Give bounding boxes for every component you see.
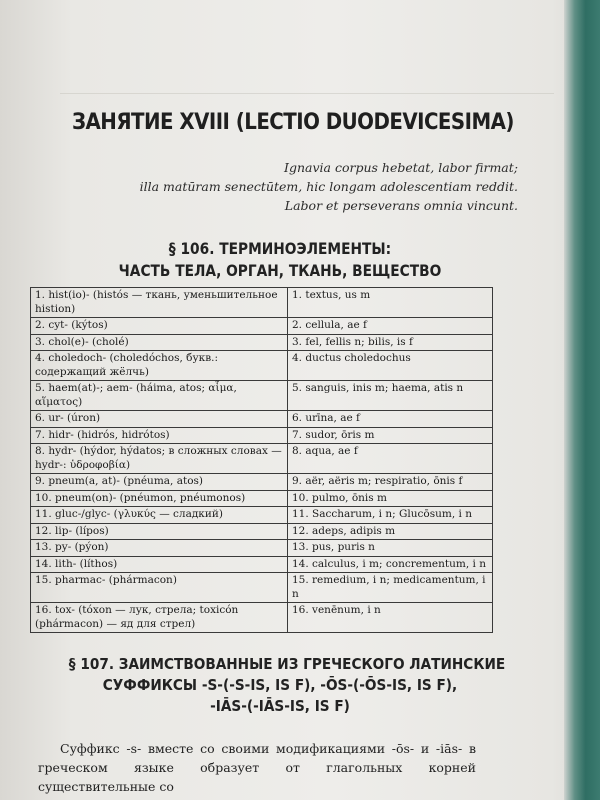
latin-term-cell: 15. remedium, i n; medicamentum, i n bbox=[288, 573, 493, 603]
table-row bbox=[31, 411, 493, 428]
latin-term-cell: 9. aër, aëris m; respiratio, ōnis f bbox=[288, 474, 493, 491]
table-row bbox=[31, 540, 493, 557]
greek-term-cell: 13. py- (pýon) bbox=[31, 540, 288, 557]
table-row bbox=[31, 351, 493, 381]
epigraph-line: Labor et perseverans omnia vincunt. bbox=[284, 198, 518, 213]
table-row bbox=[31, 474, 493, 491]
greek-term-cell: 2. cyt- (kýtos) bbox=[31, 318, 288, 335]
table-row bbox=[31, 490, 493, 507]
greek-term-cell: 6. ur- (úron) bbox=[31, 411, 288, 428]
chapter-title: ЗАНЯТИЕ XVIII (LECTIO DUODEVICESIMA) bbox=[72, 110, 514, 135]
body-paragraph: Суффикс -s- вместе со своими модификациями -ōs- и -iās- в греческом языке образует от глагольных корней существительные со bbox=[38, 740, 476, 794]
latin-term-cell: 7. sudor, ōris m bbox=[288, 427, 493, 444]
latin-term-cell: 14. calculus, i m; concrementum, i n bbox=[288, 556, 493, 573]
greek-term-cell: 14. lith- (líthos) bbox=[31, 556, 288, 573]
table-row bbox=[31, 556, 493, 573]
greek-term-cell: 5. haem(at)-; aem- (háima, atos; αἷμα, αἵματος) bbox=[31, 381, 288, 411]
section-107-heading-line: СУФФИКСЫ -S-(-S-IS, IS F), -ŌS-(-ŌS-IS, IS F), bbox=[102, 676, 458, 694]
latin-term-cell: 4. ductus choledochus bbox=[288, 351, 493, 381]
section-106-heading-line: ЧАСТЬ ТЕЛА, ОРГАН, ТКАНЬ, ВЕЩЕСТВО bbox=[118, 261, 442, 280]
greek-term-cell: 12. lip- (lípos) bbox=[31, 523, 288, 540]
table-row bbox=[31, 318, 493, 335]
greek-term-cell: 4. choledoch- (choledóchos, букв.: содержащий жёлчь) bbox=[31, 351, 288, 381]
book-cover-edge bbox=[564, 0, 600, 800]
latin-term-cell: 13. pus, puris n bbox=[288, 540, 493, 557]
greek-term-cell: 16. tox- (tóxon — лук, стрела; toxicón (phármacon) — яд для стрел) bbox=[31, 603, 288, 633]
greek-term-cell: 9. pneum(a, at)- (pnéuma, atos) bbox=[31, 474, 288, 491]
table-row bbox=[31, 288, 493, 318]
table-row bbox=[31, 507, 493, 524]
section-107-heading bbox=[68, 654, 506, 717]
table-row bbox=[31, 381, 493, 411]
latin-term-cell: 10. pulmo, ōnis m bbox=[288, 490, 493, 507]
table-row bbox=[31, 427, 493, 444]
table-row bbox=[31, 573, 493, 603]
greek-term-cell: 7. hidr- (hidrós, hidrótos) bbox=[31, 427, 288, 444]
latin-term-cell: 3. fel, fellis n; bilis, is f bbox=[288, 334, 493, 351]
latin-term-cell: 16. venēnum, i n bbox=[288, 603, 493, 633]
latin-term-cell: 2. cellula, ae f bbox=[288, 318, 493, 335]
table-row bbox=[31, 603, 493, 633]
epigraph-line: illa matūram senectūtem, hic longam adolescentiam reddit. bbox=[139, 179, 518, 194]
greek-term-cell: 10. pneum(on)- (pnéumon, pnéumonos) bbox=[31, 490, 288, 507]
greek-term-cell: 11. gluc-/glyc- (γλυκύς — сладкий) bbox=[31, 507, 288, 524]
greek-term-cell: 8. hydr- (hýdor, hýdatos; в сложных словах — hydr-: ὑδροφοβία) bbox=[31, 444, 288, 474]
table-row bbox=[31, 334, 493, 351]
latin-term-cell: 1. textus, us m bbox=[288, 288, 493, 318]
latin-term-cell: 11. Saccharum, i n; Glucōsum, i n bbox=[288, 507, 493, 524]
page-header-rule bbox=[60, 79, 554, 94]
greek-term-cell: 1. hist(io)- (histós — ткань, уменьшительное histion) bbox=[31, 288, 288, 318]
greek-term-cell: 3. chol(e)- (cholé) bbox=[31, 334, 288, 351]
section-107-heading-line: -IĀS-(-IĀS-IS, IS F) bbox=[210, 697, 350, 715]
greek-term-cell: 15. pharmac- (phármacon) bbox=[31, 573, 288, 603]
term-elements-table bbox=[30, 287, 493, 633]
term-elements-table-body bbox=[31, 288, 493, 633]
latin-term-cell: 6. urīna, ae f bbox=[288, 411, 493, 428]
table-row bbox=[31, 444, 493, 474]
section-106-heading-line: § 106. ТЕРМИНОЭЛЕМЕНТЫ: bbox=[168, 239, 392, 258]
latin-term-cell: 5. sanguis, inis m; haema, atis n bbox=[288, 381, 493, 411]
table-row bbox=[31, 523, 493, 540]
epigraph-line: Ignavia corpus hebetat, labor firmat; bbox=[284, 160, 518, 175]
latin-term-cell: 12. adeps, adipis m bbox=[288, 523, 493, 540]
latin-term-cell: 8. aqua, ae f bbox=[288, 444, 493, 474]
section-107-heading-line: § 107. ЗАИМСТВОВАННЫЕ ИЗ ГРЕЧЕСКОГО ЛАТИНСКИЕ bbox=[68, 655, 506, 673]
section-106-heading bbox=[74, 238, 487, 282]
epigraph bbox=[98, 158, 518, 215]
